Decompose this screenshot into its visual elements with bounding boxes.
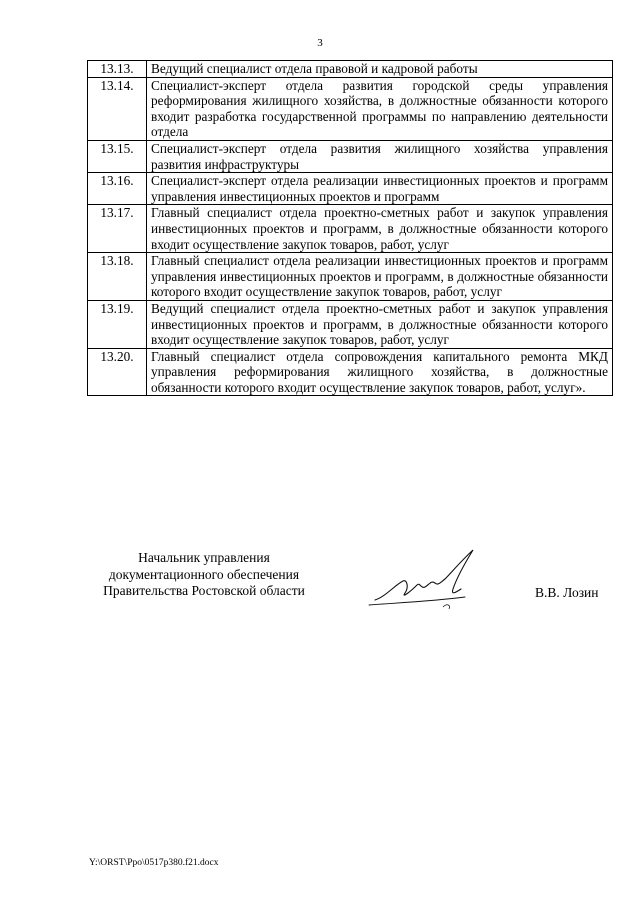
table-row [88, 140, 613, 172]
table-row [88, 173, 613, 205]
position-description: Специалист-эксперт отдела реализации инвестиционных проектов и программ управления инвестиционных проектов и программ [147, 173, 613, 205]
signer-name: В.В. Лозин [535, 585, 599, 600]
position-description: Специалист-эксперт отдела развития городской среды управления реформирования жилищного хозяйства, в должностные обязанности которого входит разработка государственной программы по направлению деятельности отдела [147, 77, 613, 140]
row-number: 13.18. [88, 253, 147, 301]
table-row [88, 61, 613, 78]
position-description: Ведущий специалист отдела правовой и кадровой работы [147, 61, 613, 78]
row-number: 13.13. [88, 61, 147, 78]
signer-title-line-1: Начальник управления [138, 550, 270, 565]
position-description: Главный специалист отдела реализации инвестиционных проектов и программ управления инвестиционных проектов и программ, в должностные обязанности которого входит осуществление закупок товаров, работ, услуг [147, 253, 613, 301]
table-row [88, 77, 613, 140]
position-description: Главный специалист отдела проектно-сметных работ и закупок управления инвестиционных проектов и программ, в должностные обязанности которого входит осуществление закупок товаров, работ, услуг [147, 205, 613, 253]
table-row [88, 300, 613, 348]
table-body [88, 61, 613, 396]
position-description: Специалист-эксперт отдела развития жилищного хозяйства управления развития инфраструктуры [147, 140, 613, 172]
table-row [88, 205, 613, 253]
handwritten-signature [365, 545, 495, 615]
position-description: Ведущий специалист отдела проектно-сметных работ и закупок управления инвестиционных проектов и программ, в должностные обязанности которого входит осуществление закупок товаров, работ, услуг [147, 300, 613, 348]
signature-block [88, 550, 320, 600]
signer-title-line-2: документационного обеспечения [108, 566, 300, 582]
page-number: 3 [317, 37, 323, 49]
file-path: Y:\ORST\Ppo\0517p380.f21.docx [89, 858, 219, 868]
table-row [88, 253, 613, 301]
row-number: 13.20. [88, 348, 147, 396]
positions-table [87, 60, 613, 396]
row-number: 13.15. [88, 140, 147, 172]
table-row [88, 348, 613, 396]
row-number: 13.17. [88, 205, 147, 253]
signer-title-line-3: Правительства Ростовской области [103, 583, 305, 598]
position-description: Главный специалист отдела сопровождения капитального ремонта МКД управления реформирования жилищного хозяйства, в должностные обязанности которого входит осуществление закупок товаров, работ, услуг». [147, 348, 613, 396]
row-number: 13.14. [88, 77, 147, 140]
row-number: 13.19. [88, 300, 147, 348]
row-number: 13.16. [88, 173, 147, 205]
